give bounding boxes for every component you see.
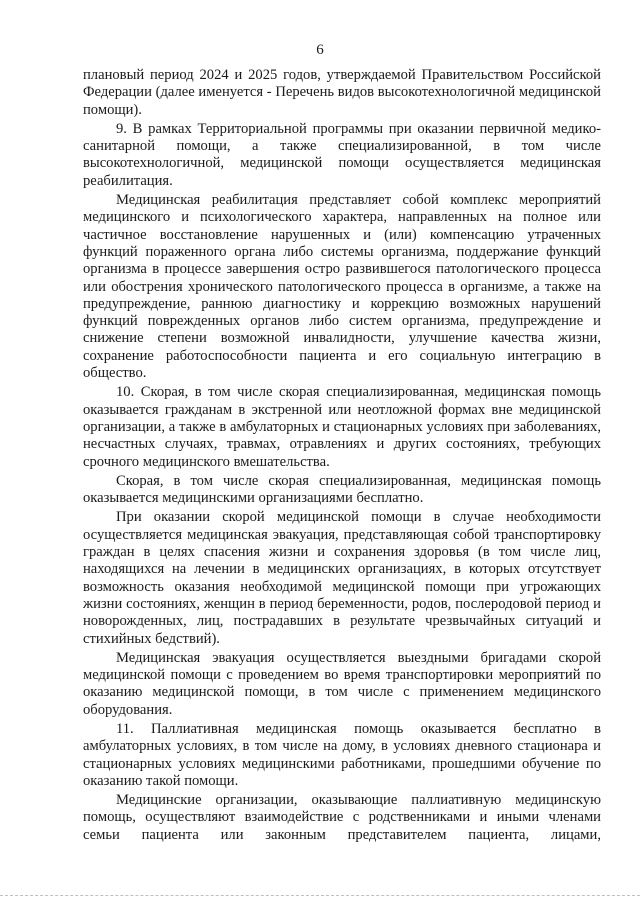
paragraph-item-10: 10. Скорая, в том числе скорая специализированная, медицинская помощь оказывается гражданам в экстренной или неотложной формах вне медицинской организации, а также в амбулаторных и стационарных условиях при заболеваниях, несчастных случаях, травмах, отравлениях и других состояниях, требующих срочного медицинского вмешательства. [83,384,601,470]
paragraph-evacuation-teams: Медицинская эвакуация осуществляется выездными бригадами скорой медицинской помощи с проведением во время транспортировки мероприятий по оказанию медицинской помощи, в том числе с применением медицинского оборудования. [83,649,601,718]
page-bottom-edge [0,895,640,896]
paragraph-rehabilitation-definition: Медицинская реабилитация представляет собой комплекс мероприятий медицинского и психологического характера, направленных на полное или частичное восстановление нарушенных и (или) компенсацию утраченных функций пораженного органа либо системы организма, поддержание функций организма в процессе завершения остро развившегося патологического процесса или обострения хронического патологического процесса в организме, а также на предупреждение, раннюю диагностику и коррекцию возможных нарушений функций поврежденных органов либо систем организма, предупреждение и снижение степени возможной инвалидности, улучшение качества жизни, сохранение работоспособности пациента и его социальную интеграцию в общество. [83,192,601,382]
paragraph-continuation: плановый период 2024 и 2025 годов, утверждаемой Правительством Российской Федерации (далее именуется - Перечень видов высокотехнологичной медицинской помощи). [83,67,601,118]
paragraph-palliative-interaction: Медицинские организации, оказывающие паллиативную медицинскую помощь, осуществляют взаимодействие с родственниками и иными членами семьи пациента или законным представителем пациента, лицами, [83,792,601,843]
paragraph-emergency-free: Скорая, в том числе скорая специализированная, медицинская помощь оказывается медицинскими организациями бесплатно. [83,472,601,507]
paragraph-item-9: 9. В рамках Территориальной программы при оказании первичной медико-санитарной помощи, а также специализированной, в том числе высокотехнологичной, медицинской помощи осуществляется медицинская реабилитация. [83,120,601,189]
document-body [83,67,601,846]
paragraph-medical-evacuation: При оказании скорой медицинской помощи в случае необходимости осуществляется медицинская эвакуация, представляющая собой транспортировку граждан в целях спасения жизни и сохранения здоровья (в том числе лиц, находящихся на лечении в медицинских организациях, в которых отсутствует возможность оказания необходимой медицинской помощи при угрожающих жизни состояниях, женщин в период беременности, родов, послеродовой период и новорожденных, лиц, пострадавших в результате чрезвычайных ситуаций и стихийных бедствий). [83,509,601,647]
page-number: 6 [316,42,324,58]
paragraph-item-11: 11. Паллиативная медицинская помощь оказывается бесплатно в амбулаторных условиях, в том числе на дому, в условиях дневного стационара и стационарных условиях медицинскими работниками, прошедшими обучение по оказанию такой помощи. [83,720,601,789]
